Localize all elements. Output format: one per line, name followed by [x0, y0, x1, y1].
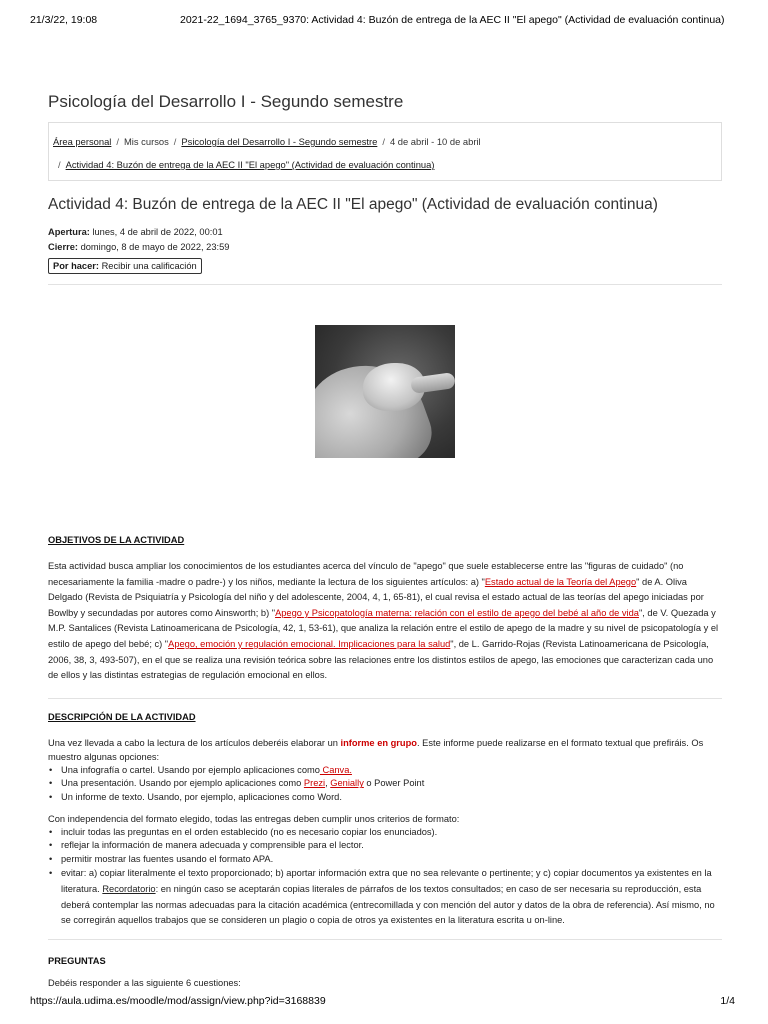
- questions-intro: Debéis responder a las siguiente 6 cuestiones:: [48, 977, 241, 988]
- print-url: https://aula.udima.es/moodle/mod/assign/view.php?id=3168839: [30, 995, 326, 1007]
- link-article-2[interactable]: Apego y Psicopatología materna: relación con el estilo de apego del bebé al año de vida: [275, 607, 639, 618]
- questions-heading: PREGUNTAS: [48, 955, 106, 966]
- list-item: • Una presentación. Usando por ejemplo aplicaciones como Prezi, Genially o Power Point: [48, 777, 722, 791]
- format-options-list: [48, 764, 722, 805]
- breadcrumb-current-activity[interactable]: Actividad 4: Buzón de entrega de la AEC II "El apego" (Actividad de evaluación continua): [65, 159, 435, 170]
- activity-image-wrap: [48, 325, 722, 465]
- list-item: • evitar: a) copiar literalmente el texto proporcionado; b) aportar información extra que no sea relevante o pertinente; y c) copiar documentos ya existentes en la literatura. Recordatorio: en ningún caso se aceptarán copias literales de párrafos de los textos consultados; en caso de ser necesaria su reproducción, esta deberá contemplar las normas adecuadas para la citación académica (entrecomillada y con mención del autor y datos de la obra de referencia). Así mismo, no se corregirán aquellos trabajos que se consideren un plagio o copia de otros ya existentes en la literatura escrita u on-line.: [48, 866, 722, 928]
- description-heading: DESCRIPCIÓN DE LA ACTIVIDAD: [48, 711, 196, 722]
- print-doc-title: 2021-22_1694_3765_9370: Actividad 4: Buzón de entrega de la AEC II "El apego" (Actividad de evaluación continua): [180, 14, 725, 26]
- main-content: [48, 90, 722, 991]
- divider: [48, 939, 722, 940]
- divider: [48, 698, 722, 699]
- baby-hand-photo: [315, 325, 455, 458]
- breadcrumb-home[interactable]: Área personal: [53, 136, 112, 147]
- page-title: Actividad 4: Buzón de entrega de la AEC II "El apego" (Actividad de evaluación continua): [48, 196, 658, 213]
- open-date: lunes, 4 de abril de 2022, 00:01: [92, 227, 223, 237]
- breadcrumb: Área personal / Mis cursos / Psicología del Desarrollo I - Segundo semestre / 4 de abril - 10 de abril / Actividad 4: Buzón de entrega de la AEC II "El apego" (Actividad de evaluación continua): [48, 122, 722, 181]
- close-date: domingo, 8 de mayo de 2022, 23:59: [80, 242, 230, 252]
- group-report-highlight: informe en grupo: [340, 737, 417, 748]
- print-header: [30, 14, 738, 28]
- link-article-1[interactable]: Estado actual de la Teoría del Apego: [484, 576, 637, 587]
- link-prezi[interactable]: Prezi: [303, 778, 326, 789]
- activity-dates: Apertura: lunes, 4 de abril de 2022, 00:01 Cierre: domingo, 8 de mayo de 2022, 23:59: [48, 227, 230, 252]
- breadcrumb-course[interactable]: Psicología del Desarrollo I - Segundo semestre: [181, 136, 378, 147]
- list-item: • reflejar la información de manera adecuada y comprensible para el lector.: [48, 839, 722, 853]
- breadcrumb-my-courses: Mis cursos: [123, 136, 169, 147]
- link-genially[interactable]: Genially: [330, 778, 364, 789]
- list-item: • incluir todas las preguntas en el orden establecido (no es necesario copiar los enunciados).: [48, 826, 722, 840]
- link-canva[interactable]: Canva.: [319, 764, 352, 775]
- breadcrumb-week[interactable]: 4 de abril - 10 de abril: [389, 136, 481, 147]
- list-item: • Un informe de texto. Usando, por ejemplo, aplicaciones como Word.: [48, 791, 722, 805]
- description-intro: Una vez llevada a cabo la lectura de los artículos deberéis elaborar un informe en grupo. Este informe puede realizarse en el formato textual que prefiráis. Os muestro algunas opciones:: [48, 737, 704, 762]
- print-footer: [30, 995, 738, 1009]
- list-item: • Una infografía o cartel. Usando por ejemplo aplicaciones como Canva.: [48, 764, 722, 778]
- print-datetime: 21/3/22, 19:08: [30, 14, 98, 26]
- todo-badge: Por hacer: Recibir una calificación: [48, 258, 202, 274]
- link-article-3[interactable]: Apego, emoción y regulación emocional. Implicaciones para la salud: [168, 638, 451, 649]
- format-criteria-intro: Con independencia del formato elegido, todas las entregas deben cumplir unos criterios de formato:: [48, 813, 460, 824]
- print-page-number: 1/4: [720, 995, 735, 1007]
- objectives-text: Esta actividad busca ampliar los conocimientos de los estudiantes acerca del vínculo de "apego" que suele establecerse entre las "figuras de cuidado" (no necesariamente la familia -madre o padre-) y los niños, mediante la lectura de los siguientes artículos: a) "Estado actual de la Teoría del Apego" de A. Oliva Delgado (Revista de Psiquiatría y Psicología del niño y del adolescente, 2004, 4, 1, 65-81), el cual revisa el estado actual de las teorías del apego iniciadas por Bowlby y secundadas por autores como Ainsworth; b) "Apego y Psicopatología materna: relación con el estilo de apego del bebé al año de vida", de V. Quezada y M.P. Santalices (Revista Latinoamericana de Psicología, 42, 1, 53-61), que analiza la relación entre el estilo de apego de la madre y su nivel de psicopatología y el estilo de apego del bebé; c) "Apego, emoción y regulación emocional. Implicaciones para la salud", de L. Garrido-Rojas (Revista Latinoamericana de Psicología, 2006, 38, 3, 493-507), en el que se realiza una revisión teórica sobre las relaciones entre los distintos estilos de apego, las emociones que caracterizan cada uno de ellos y las distintas estrategias de regulación emocional en ellos.: [48, 561, 719, 681]
- format-criteria-list: [48, 826, 722, 929]
- objectives-heading: OBJETIVOS DE LA ACTIVIDAD: [48, 535, 185, 545]
- course-title: Psicología del Desarrollo I - Segundo semestre: [48, 92, 404, 111]
- divider: [48, 284, 722, 285]
- list-item: • permitir mostrar las fuentes usando el formato APA.: [48, 853, 722, 867]
